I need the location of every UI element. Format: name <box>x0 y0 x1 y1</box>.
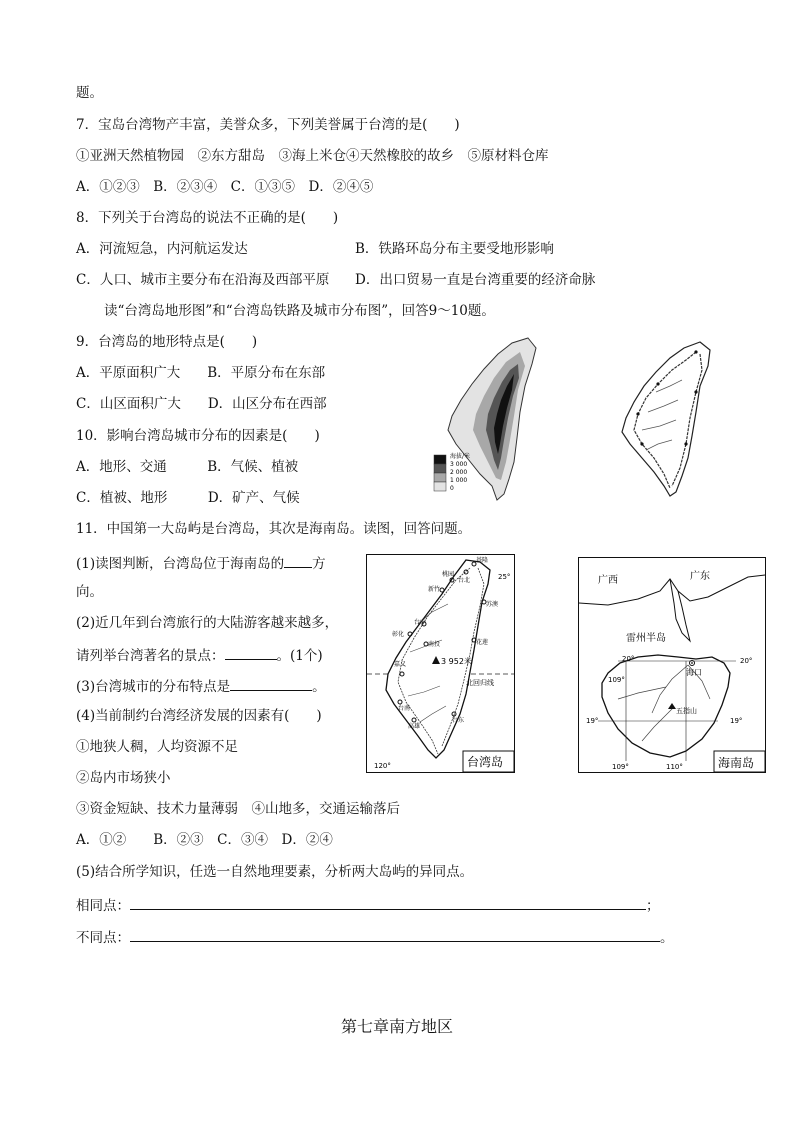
taiwan-city-map <box>366 554 515 773</box>
q11-part1-suffix: 方 <box>312 556 326 572</box>
q11-part4: (4)当前制约台湾经济发展的因素有( ) <box>76 708 322 724</box>
lon-109-top: 109° <box>608 676 625 684</box>
city-taichung: 台中 <box>414 619 427 626</box>
taiwan-railway-map <box>612 340 716 498</box>
legend-0: 0 <box>450 485 454 492</box>
similarity-end: ； <box>646 898 660 914</box>
legend-1000: 1 000 <box>450 477 468 484</box>
q11-part2: (2)近几年到台湾旅行的大陆游客越来越多， <box>76 615 339 631</box>
city-taoyuan: 桃园 <box>442 571 455 578</box>
tropic-label: 北回归线 <box>466 679 494 687</box>
direction-blank[interactable] <box>284 553 312 568</box>
peak-label: 3 952米 <box>441 657 472 666</box>
legend-title: 海拔/米 <box>450 453 471 460</box>
lat-25: 25° <box>498 573 511 581</box>
city-distribution-blank[interactable] <box>230 676 312 691</box>
q11-part2-cont <box>76 645 323 665</box>
hainan-map <box>578 557 766 773</box>
railway-east <box>672 354 702 486</box>
chapter-title: 第七章南方地区 <box>340 1017 453 1036</box>
city-taipei: 台北 <box>458 577 471 584</box>
region-guangdong: 广东 <box>690 571 710 582</box>
similarity-line <box>76 895 660 915</box>
q11-part2-note: 。(1个) <box>276 648 323 664</box>
difference-label: 不同点： <box>76 930 130 946</box>
q11-part5: (5)结合所学知识，任选一自然地理要素，分析两大岛屿的异同点。 <box>76 864 474 880</box>
river-3 <box>642 420 676 430</box>
city-hsinchu: 新竹 <box>428 586 441 593</box>
legend-swatch-2000 <box>434 464 446 473</box>
similarity-label: 相同点： <box>76 898 130 914</box>
lat-19-left: 19° <box>586 717 599 725</box>
region-guangxi: 广西 <box>598 575 618 586</box>
l01: 题。 <box>76 85 103 101</box>
taiwan-terrain-map <box>428 334 538 502</box>
q8-stem: 8．下列关于台湾岛的说法不正确的是( ) <box>76 210 339 226</box>
city-kaohsiung: 高雄 <box>408 723 421 730</box>
city-haikou: 海口 <box>686 668 702 677</box>
similarity-blank[interactable] <box>130 895 646 910</box>
q11-part4-answers: A．①② B．②③ C．③④ D．②④ <box>76 832 333 848</box>
q11-part3 <box>76 676 326 696</box>
map-title: 海南岛 <box>718 756 755 770</box>
q10-stem: 10．影响台湾岛城市分布的因素是( ) <box>76 428 320 444</box>
region-leizhou: 雷州半岛 <box>626 633 666 644</box>
legend-2000: 2 000 <box>450 469 468 476</box>
q7-items: ①亚洲天然植物园 ②东方甜岛 ③海上米仓④天然橡胶的故乡 ⑤原材料仓库 <box>76 148 549 164</box>
q8-option-d: D．出口贸易一直是台湾重要的经济命脉 <box>355 272 596 288</box>
city-suao: 苏澳 <box>486 601 499 608</box>
lon-109-bottom: 109° <box>612 763 629 771</box>
reading-instruction: 读“台湾岛地形图”和“台湾岛铁路及城市分布图”，回答9～10题。 <box>104 303 495 319</box>
river-4 <box>646 440 672 450</box>
q7-answers: A．①②③ B．②③④ C．①③⑤ D．②④⑤ <box>76 179 374 195</box>
city-hualien: 花莲 <box>476 639 489 646</box>
q11-part1-cont: 向。 <box>76 584 103 600</box>
legend-swatch-1000 <box>434 473 446 482</box>
q11-part4-item3: ③资金短缺、技术力量薄弱 ④山地多，交通运输落后 <box>76 801 400 817</box>
lon-120: 120° <box>374 762 391 770</box>
q11-part3-end: 。 <box>312 679 326 695</box>
lat-19-right: 19° <box>730 717 743 725</box>
legend-swatch-3000 <box>434 455 446 464</box>
q9-options-cd: C．山区面积广大 D．山区分布在西部 <box>76 396 327 412</box>
lon-110: 110° <box>666 763 683 771</box>
city-tainan: 台南 <box>398 705 411 712</box>
q11-part4-item2: ②岛内市场狭小 <box>76 770 171 786</box>
city-taitung: 台东 <box>452 717 465 724</box>
city-chiayi: 嘉义 <box>394 661 407 668</box>
lat-20-left: 20° <box>622 655 635 663</box>
legend-3000: 3 000 <box>450 461 468 468</box>
q8-option-a: A．河流短急，内河航运发达 <box>76 241 248 257</box>
city-keelung: 基隆 <box>476 557 489 564</box>
difference-end: 。 <box>660 930 674 946</box>
q11-part4-item1: ①地狭人稠，人均资源不足 <box>76 739 238 755</box>
q11-part3-text: (3)台湾城市的分布特点是 <box>76 679 231 695</box>
map-title: 台湾岛 <box>467 755 504 769</box>
city-nantou: 南投 <box>428 641 441 648</box>
island-outline <box>622 342 710 496</box>
scenic-spot-blank[interactable] <box>225 645 277 660</box>
q11-part1 <box>76 553 326 573</box>
q10-options-cd: C．植被、地形 D．矿产、气候 <box>76 490 300 506</box>
q8-option-b: B．铁路环岛分布主要受地形影响 <box>355 241 554 257</box>
q11-part2-text: 请列举台湾著名的景点： <box>76 648 225 664</box>
q11-part1-text: (1)读图判断，台湾岛位于海南岛的 <box>76 556 285 572</box>
river-2 <box>648 400 678 412</box>
difference-line <box>76 927 674 947</box>
legend-swatch-0 <box>434 482 446 491</box>
lat-20-right: 20° <box>740 657 753 665</box>
q11-stem: 11．中国第一大岛屿是台湾岛，其次是海南岛。读图，回答问题。 <box>76 521 472 537</box>
city-changhua: 彰化 <box>392 631 405 638</box>
mountain-label: 五指山 <box>676 707 697 715</box>
q7-stem: 7．宝岛台湾物产丰富，美誉众多，下列美誉属于台湾的是( ) <box>76 117 460 133</box>
q8-option-c: C．人口、城市主要分布在沿海及西部平原 <box>76 272 330 288</box>
q9-stem: 9．台湾岛的地形特点是( ) <box>76 334 258 350</box>
railway-west <box>634 352 696 488</box>
q9-options-ab: A．平原面积广大 B．平原分布在东部 <box>76 365 326 381</box>
q10-options-ab: A．地形、交通 B．气候、植被 <box>76 459 299 475</box>
difference-blank[interactable] <box>130 927 660 942</box>
